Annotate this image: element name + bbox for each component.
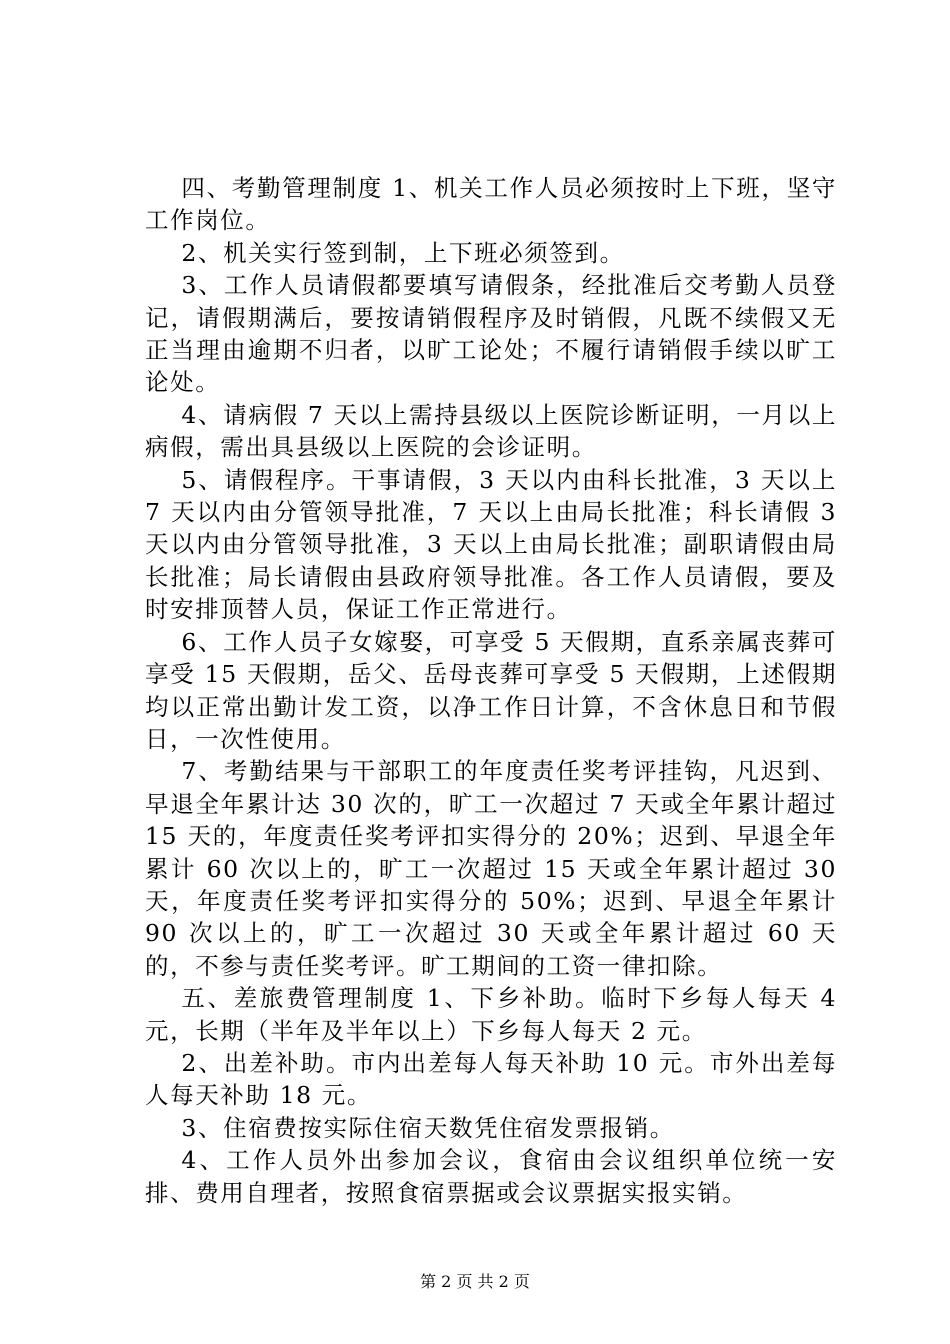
- paragraph-sick-leave: 4、请病假 7 天以上需持县级以上医院诊断证明，一月以上病假，需出具县级以上医院的会诊证明。: [145, 400, 837, 462]
- paragraph-attendance-evaluation: 7、考勤结果与干部职工的年度责任奖考评挂钩，凡迟到、早退全年累计达 30 次的，旷工一次超过 7 天或全年累计超过 15 天的，年度责任奖考评扣实得分的 20%；迟到、早退全年累计 60 次以上的，旷工一次超过 15 天或全年累计超过 30 天，年度责任奖考评扣实得分的 50%；迟到、早退全年累计 90 次以上的，旷工一次超过 30 天或全年累计超过 60 天的，不参与责任奖考评。旷工期间的工资一律扣除。: [145, 757, 837, 980]
- paragraph-special-leave: 6、工作人员子女嫁娶，可享受 5 天假期，直系亲属丧葬可享受 15 天假期，岳父、岳母丧葬可享受 5 天假期，上述假期均以正常出勤计发工资，以净工作日计算，不含休息日和节假日，一次性使用。: [145, 627, 837, 753]
- paragraph-business-trip: 2、出差补助。市内出差每人每天补助 10 元。市外出差每人每天补助 18 元。: [145, 1048, 837, 1110]
- paragraph-accommodation: 3、住宿费按实际住宿天数凭住宿发票报销。: [181, 1113, 675, 1142]
- paragraph-leave-procedure: 5、请假程序。干事请假，3 天以内由科长批准，3 天以上 7 天以内由分管领导批准，7 天以上由局长批准；科长请假 3 天以内由分管领导批准，3 天以上由局长批准；副职请假由局长批准；局长请假由县政府领导批准。各工作人员请假，要及时安排顶替人员，保证工作正常进行。: [145, 465, 837, 624]
- paragraph-leave-request: 3、工作人员请假都要填写请假条，经批准后交考勤人员登记，请假期满后，要按请销假程序及时销假，凡既不续假又无正当理由逾期不归者，以旷工论处；不履行请销假手续以旷工论处。: [145, 271, 837, 397]
- paragraph-sign-in: 2、机关实行签到制，上下班必须签到。: [181, 238, 625, 267]
- paragraph-attendance-intro: 四、考勤管理制度 1、机关工作人员必须按时上下班，坚守工作岗位。: [145, 174, 837, 235]
- paragraph-travel-intro: 五、差旅费管理制度 1、下乡补助。临时下乡每人每天 4 元，长期（半年及半年以上）下乡每人每天 2 元。: [145, 984, 837, 1045]
- paragraph-meeting-expenses: 4、工作人员外出参加会议，食宿由会议组织单位统一安排、费用自理者，按照食宿票据或会议票据实报实销。: [145, 1146, 837, 1207]
- document-body: [145, 172, 837, 1209]
- page-number-footer: 第 2 页 共 2 页: [420, 1272, 530, 1291]
